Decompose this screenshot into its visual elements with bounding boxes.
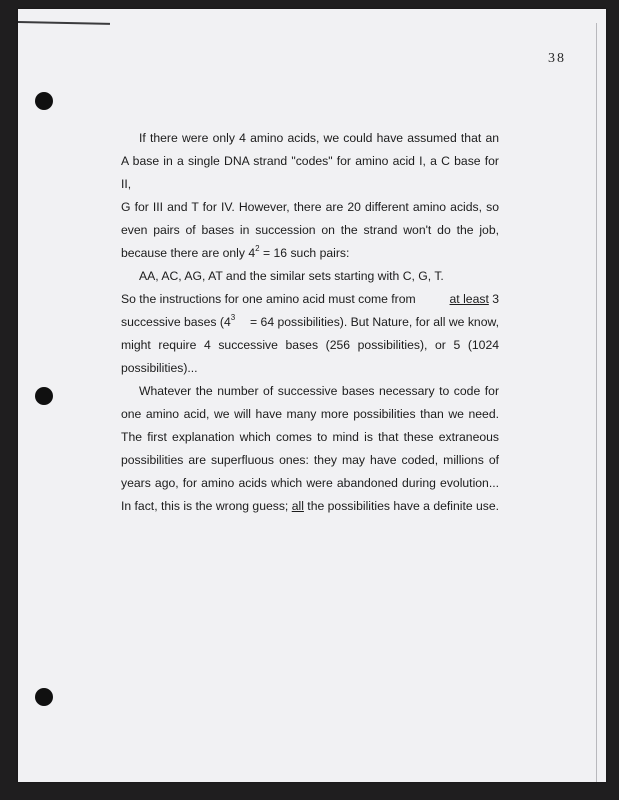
text-fragment: So the instructions for one amino acid must come from (121, 292, 420, 306)
text-fragment: because there are only 4 (121, 246, 256, 260)
underlined-text: all (291, 499, 304, 513)
text-fragment: 3 (488, 292, 499, 306)
binder-hole-top (35, 92, 53, 110)
text-line: possibilities)... (121, 361, 198, 375)
paragraph-3 (121, 380, 499, 518)
text-fragment: the possibilities have a definite use. (303, 499, 500, 513)
text-line (121, 495, 499, 518)
text-line: Whatever the number of successive bases necessary to code for (139, 384, 499, 398)
document-page (18, 9, 606, 782)
text-line: possibilities are superfluous ones: they may have coded, millions of (121, 453, 499, 467)
paragraph-1 (121, 127, 499, 265)
text-line: one amino acid, we will have many more possibilities than we need. (121, 407, 499, 421)
text-line: AA, AC, AG, AT and the similar sets starting with C, G, T. (139, 269, 444, 283)
superscript: 2 (255, 243, 260, 253)
text-line: years ago, for amino acids which were abandoned during evolution... (121, 476, 499, 490)
superscript: 3 (230, 312, 236, 322)
text-line: If there were only 4 amino acids, we could have assumed that an (139, 131, 499, 145)
text-fragment: successive bases (4 (121, 315, 231, 329)
paragraph-2 (121, 288, 499, 380)
binder-hole-middle (35, 387, 53, 405)
text-fragment: = 64 possibilities). But Nature, for all we know, (246, 315, 499, 329)
text-line: even pairs of bases in succession on the strand won't do the job, (121, 223, 499, 237)
body-text (121, 127, 499, 518)
text-line (121, 288, 499, 311)
text-fragment: = 16 such pairs: (259, 246, 350, 260)
text-line (121, 311, 499, 334)
corner-mark (18, 21, 110, 25)
underlined-text: at least (449, 292, 489, 306)
page-number: 38 (548, 51, 566, 66)
binder-hole-bottom (35, 688, 53, 706)
text-line: A base in a single DNA strand "codes" for amino acid I, a C base for II, (121, 154, 499, 191)
pairs-line (121, 265, 499, 288)
text-line: G for III and T for IV. However, there are 20 different amino acids, so (121, 200, 499, 214)
text-line (121, 242, 499, 265)
text-line: The first explanation which comes to mind is that these extraneous (121, 430, 499, 444)
text-fragment: In fact, this is the wrong guess; (121, 499, 292, 513)
text-line: might require 4 successive bases (256 possibilities), or 5 (1024 (121, 338, 499, 352)
